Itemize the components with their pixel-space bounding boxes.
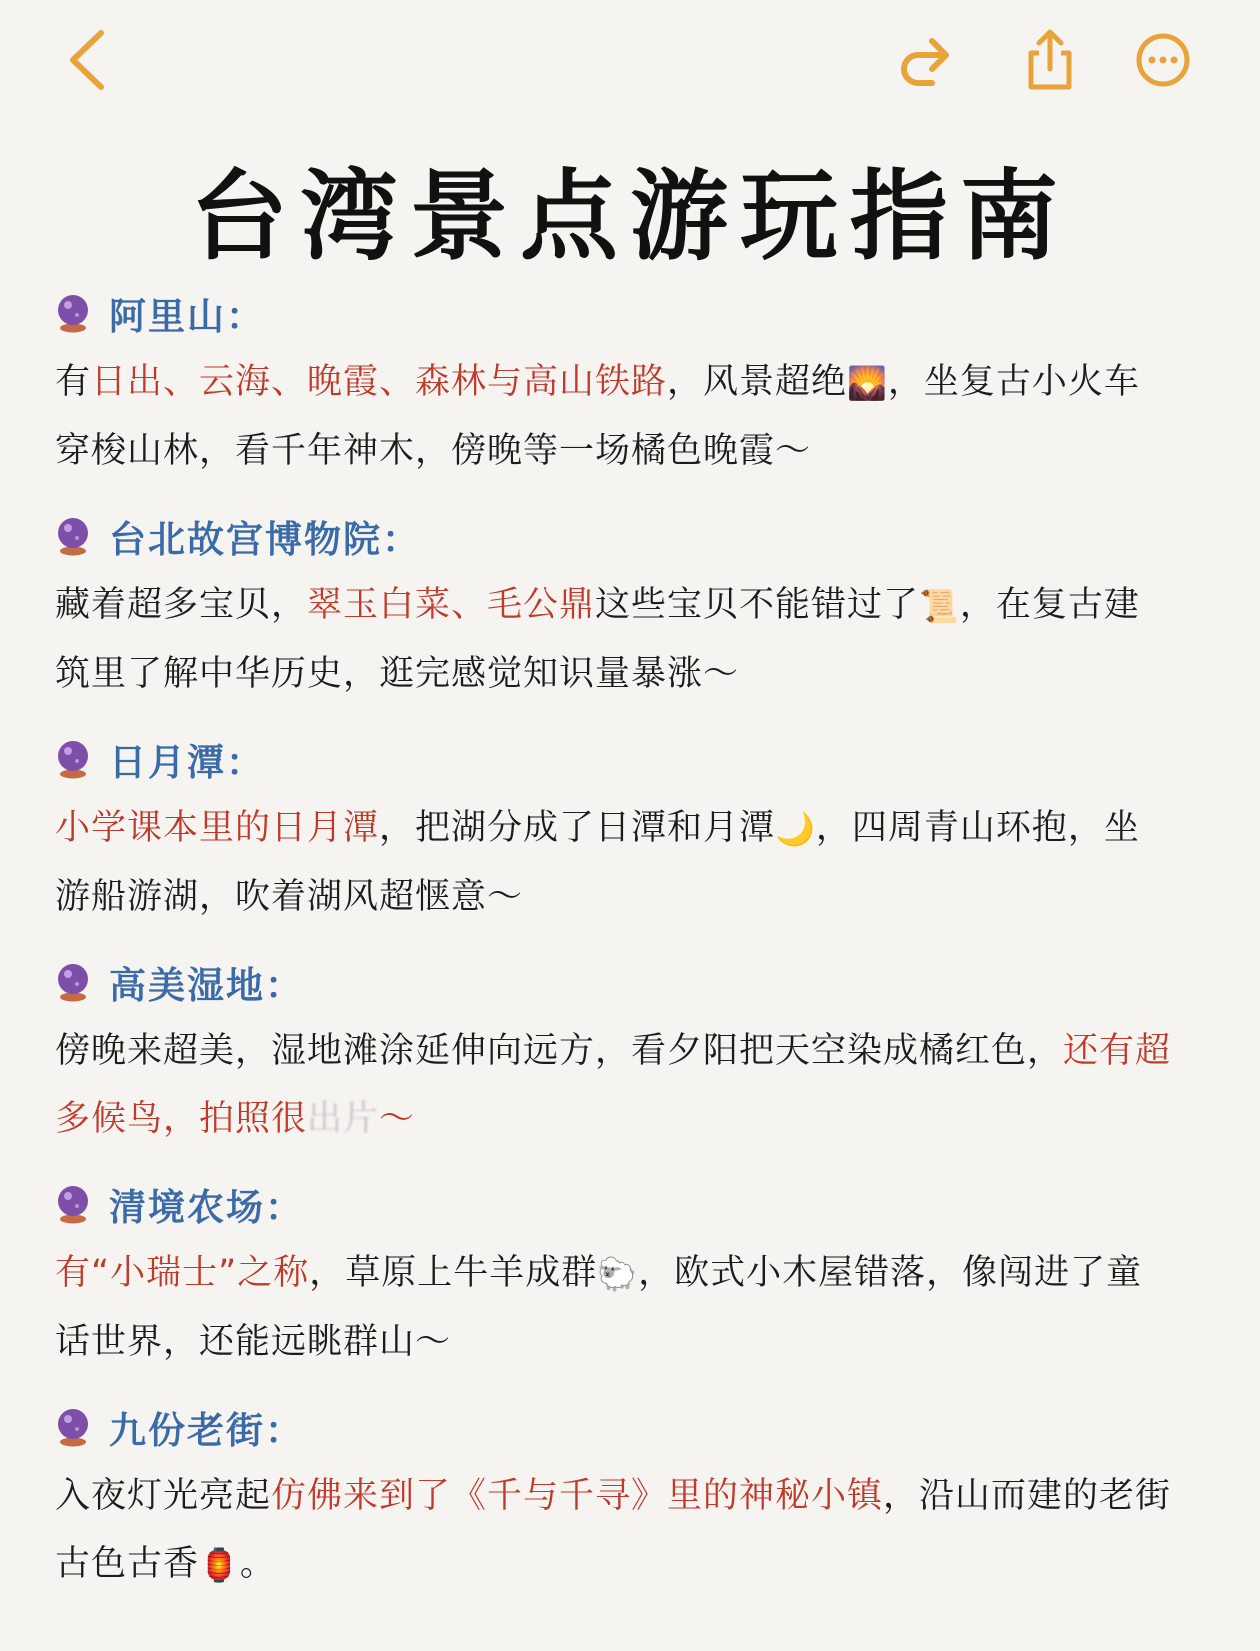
highlight-text: 小学课本里的日月潭 bbox=[55, 808, 380, 848]
section bbox=[55, 507, 1175, 708]
section-heading-text: 清境农场： bbox=[109, 1186, 304, 1229]
body-text: ，四周青山环抱，坐游船游湖，吹着湖风超惬意～ bbox=[55, 808, 1140, 917]
section-heading-text: 阿里山： bbox=[109, 295, 265, 338]
emoji-icon: 🏮 bbox=[199, 1546, 240, 1584]
section-heading-text: 九份老街： bbox=[109, 1409, 304, 1452]
highlight-text: 翠玉白菜、毛公鼎 bbox=[307, 585, 596, 625]
emoji-icon: 📜 bbox=[919, 587, 960, 625]
body-text: ，草原上牛羊成群 bbox=[309, 1253, 598, 1293]
more-dots-icon[interactable] bbox=[1128, 25, 1198, 95]
crystal-ball-icon bbox=[55, 293, 91, 333]
body-text: ，风景超绝 bbox=[667, 362, 848, 402]
section-heading bbox=[55, 730, 1175, 788]
emoji-icon: 🐑 bbox=[597, 1255, 639, 1293]
obscured-text: 出片 bbox=[307, 1099, 380, 1139]
body-text: 藏着超多宝贝， bbox=[55, 585, 308, 625]
section-body bbox=[55, 1462, 1175, 1599]
section-body bbox=[55, 571, 1175, 708]
section-body bbox=[55, 794, 1175, 931]
section-body bbox=[55, 1017, 1175, 1153]
section-heading bbox=[55, 507, 1175, 565]
crystal-ball-icon bbox=[55, 516, 91, 556]
section-heading-text: 台北故宫博物院： bbox=[109, 518, 421, 561]
highlight-text: ～ bbox=[379, 1099, 416, 1139]
highlight-text: 还有超多候鸟，拍照很 bbox=[55, 1031, 1172, 1139]
crystal-ball-icon bbox=[55, 1184, 91, 1224]
section-body bbox=[55, 1239, 1175, 1376]
redo-arrow-icon[interactable] bbox=[892, 25, 962, 95]
section-body bbox=[55, 348, 1175, 485]
section-heading bbox=[55, 1175, 1175, 1233]
section bbox=[55, 953, 1175, 1153]
body-text: ，沿山而建的老街古色古香 bbox=[55, 1476, 1172, 1584]
highlight-text: 有“小瑞士”之称 bbox=[55, 1253, 310, 1293]
chevron-left-icon[interactable] bbox=[55, 25, 125, 95]
body-text: 入夜灯光亮起 bbox=[55, 1476, 272, 1516]
body-text: ，把湖分成了日潭和月潭 bbox=[379, 808, 776, 848]
crystal-ball-icon bbox=[55, 1407, 91, 1447]
section bbox=[55, 730, 1175, 931]
section-heading bbox=[55, 953, 1175, 1011]
body-text: ，坐复古小火车穿梭山林，看千年神木，傍晚等一场橘色晚霞～ bbox=[55, 362, 1140, 471]
section-heading bbox=[55, 1398, 1175, 1456]
highlight-text: 仿佛来到了《千与千寻》里的神秘小镇 bbox=[271, 1476, 884, 1516]
section-heading-text: 高美湿地： bbox=[109, 964, 304, 1007]
section-heading bbox=[55, 284, 1175, 342]
top-toolbar bbox=[0, 0, 1260, 120]
emoji-icon: 🌄 bbox=[847, 364, 888, 402]
body-text: ，欧式小木屋错落，像闯进了童话世界，还能远眺群山～ bbox=[55, 1253, 1143, 1362]
section bbox=[55, 1175, 1175, 1376]
note-content bbox=[55, 284, 1175, 1621]
section bbox=[55, 284, 1175, 485]
body-text: 。 bbox=[239, 1544, 276, 1584]
body-text: 傍晚来超美，湿地滩涂延伸向远方，看夕阳把天空染成橘红色， bbox=[55, 1031, 1064, 1071]
page-title: 台湾景点游玩指南 bbox=[189, 160, 1070, 274]
body-text: 这些宝贝不能错过了 bbox=[595, 585, 920, 625]
crystal-ball-icon bbox=[55, 739, 91, 779]
emoji-icon: 🌙 bbox=[775, 810, 816, 848]
body-text: ，在复古建筑里了解中华历史，逛完感觉知识量暴涨～ bbox=[55, 585, 1140, 694]
section bbox=[55, 1398, 1175, 1599]
share-icon[interactable] bbox=[1015, 25, 1085, 95]
crystal-ball-icon bbox=[55, 962, 91, 1002]
body-text: 有 bbox=[55, 362, 92, 402]
section-heading-text: 日月潭： bbox=[109, 741, 265, 784]
highlight-text: 日出、云海、晚霞、森林与高山铁路 bbox=[91, 362, 668, 402]
